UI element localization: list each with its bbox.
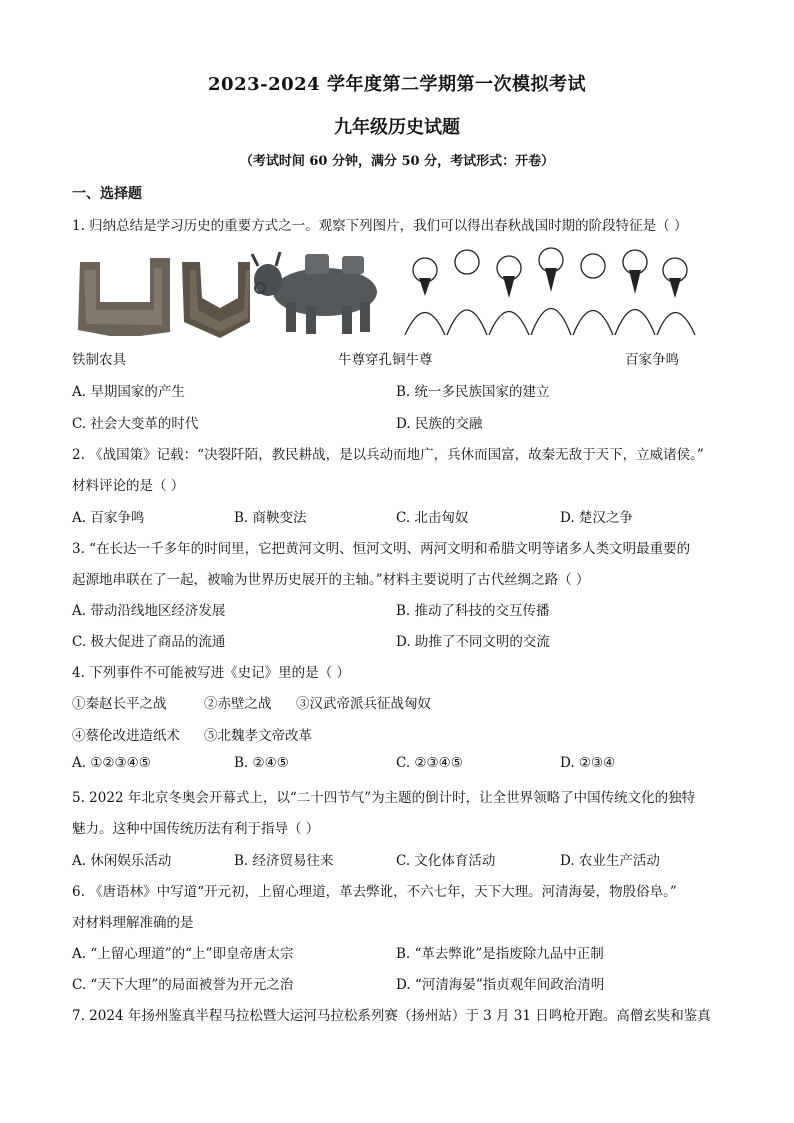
q5-option-a: A. 休闲娱乐活动 [72, 853, 172, 869]
q4-item-1: ①秦赵长平之战 [72, 696, 167, 712]
q2-option-a: A. 百家争鸣 [72, 510, 145, 526]
q2-option-b: B. 商鞅变法 [234, 510, 307, 526]
q3-option-c: C. 极大促进了商品的流通 [72, 634, 226, 650]
q2-option-c: C. 北击匈奴 [396, 510, 469, 526]
q4-option-c: C. ②③④⑤ [396, 755, 463, 771]
exam-subtitle: 九年级历史试题 [334, 117, 460, 138]
section-title: 一、选择题 [72, 186, 142, 202]
q4-item-2: ②赤壁之战 [204, 696, 272, 712]
q7-line-1: 7. 2024 年扬州鉴真半程马拉松暨大运河马拉松系列赛（扬州站）于 3 月 31 日鸣枪开跑。高僧玄奘和鉴真 [72, 1008, 711, 1024]
q1-option-c: C. 社会大变革的时代 [72, 416, 199, 432]
q1-option-b: B. 统一多民族国家的建立 [396, 384, 550, 400]
q1-stem: 1. 归纳总结是学习历史的重要方式之一。观察下列图片，我们可以得出春秋战国时期的阶段特征是（ ） [72, 218, 688, 234]
q6-line-2: 对材料理解准确的是 [72, 915, 194, 931]
q2-line-1: 2. 《战国策》记载：“决裂阡陌，教民耕战，是以兵动而地广，兵休而国富，故秦无敌于天下，立威诸侯。” [72, 447, 704, 463]
q5-line-2: 魅力。这种中国传统历法有利于指导（ ） [72, 821, 320, 837]
q4-item-3: ③汉武帝派兵征战匈奴 [296, 696, 431, 712]
q2-option-d: D. 楚汉之争 [560, 510, 633, 526]
q4-option-a: A. ①②③④⑤ [72, 755, 151, 771]
q2-line-2: 材料评论的是（ ） [72, 478, 185, 494]
q4-option-d: D. ②③④ [560, 755, 616, 771]
q3-line-2: 起源地串联在了一起，被喻为世界历史展开的主轴。”材料主要说明了古代丝绸之路（ ） [72, 572, 590, 588]
q6-option-d: D. “河清海晏”指贞观年间政治清明 [396, 977, 605, 993]
q4-item-4: ④蔡伦改进造纸术 [72, 728, 180, 744]
q1-caption-schools: 百家争鸣 [625, 352, 679, 368]
q3-line-1: 3. “在长达一千多年的时间里，它把黄河文明、恒河文明、两河文明和希腊文明等诸多人类文明最重要的 [72, 541, 691, 557]
q5-line-1: 5. 2022 年北京冬奥会开幕式上，以“二十四节气”为主题的倒计时，让全世界领略了中国传统文化的独特 [72, 790, 696, 806]
exam-info: （考试时间 60 分钟，满分 50 分，考试形式：开卷） [239, 154, 555, 169]
exam-title: 2023-2024 学年度第二学期第一次模拟考试 [208, 74, 586, 95]
q4-stem: 4. 下列事件不可能被写进《史记》里的是（ ） [72, 665, 350, 681]
q5-option-d: D. 农业生产活动 [560, 853, 660, 869]
q6-line-1: 6. 《唐语林》中写道“开元初，上留心理道，革去弊讹，不六七年，天下大理。河清海晏，物殷俗阜。” [72, 884, 677, 900]
q6-option-c: C. “天下大理”的局面被誉为开元之治 [72, 977, 294, 993]
bronze-ox-zun-image [250, 240, 390, 340]
q1-caption-ox: 牛尊穿孔铜牛尊 [338, 352, 433, 368]
q4-item-5: ⑤北魏孝文帝改革 [204, 728, 312, 744]
q5-option-c: C. 文化体育活动 [396, 853, 496, 869]
q4-option-b: B. ②④⑤ [234, 755, 289, 771]
q3-option-d: D. 助推了不同文明的交流 [396, 634, 550, 650]
hundred-schools-image [395, 240, 700, 340]
q1-caption-tools: 铁制农具 [72, 352, 126, 368]
q1-option-d: D. 民族的交融 [396, 416, 483, 432]
q6-option-b: B. “革去弊讹”是指废除九品中正制 [396, 946, 604, 962]
q5-option-b: B. 经济贸易往来 [234, 853, 334, 869]
q3-option-b: B. 推动了科技的交互传播 [396, 603, 550, 619]
q6-option-a: A. “上留心理道”的“上”即皇帝唐太宗 [72, 946, 294, 962]
q1-option-a: A. 早期国家的产生 [72, 384, 185, 400]
q3-option-a: A. 带动沿线地区经济发展 [72, 603, 226, 619]
